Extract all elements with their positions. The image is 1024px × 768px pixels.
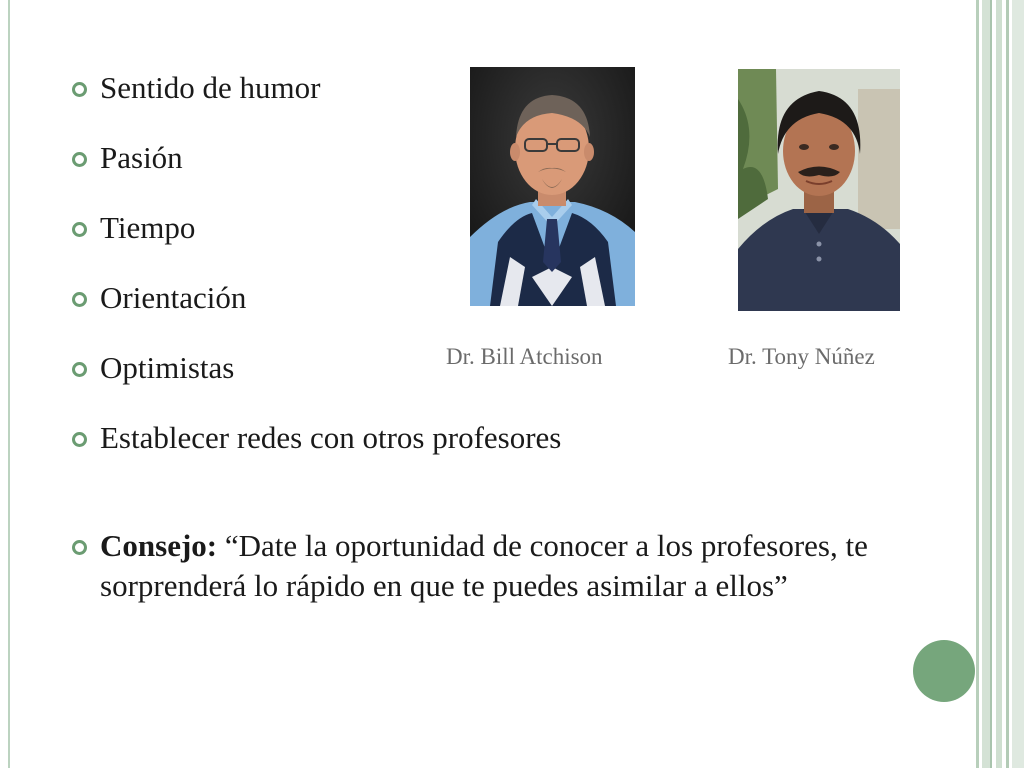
portrait-photo-bill bbox=[470, 67, 635, 306]
portrait-illustration bbox=[738, 69, 900, 311]
photo-caption-tony: Dr. Tony Núñez bbox=[728, 344, 875, 369]
left-border-line bbox=[8, 0, 10, 768]
circle-bullet-icon bbox=[72, 362, 87, 377]
stripe bbox=[1006, 0, 1009, 768]
stripe bbox=[976, 0, 979, 768]
circle-bullet-icon bbox=[72, 222, 87, 237]
advice-quote: “Date la oportunidad de conocer a los profesores, te sorprenderá lo rápido en que te puedes asimilar a ellos” bbox=[100, 528, 868, 603]
portrait-illustration bbox=[470, 67, 635, 306]
stripe bbox=[1012, 0, 1024, 768]
bullet-item bbox=[72, 208, 195, 248]
bullet-item bbox=[72, 418, 561, 458]
circle-bullet-icon bbox=[72, 82, 87, 97]
circle-bullet-icon bbox=[72, 540, 87, 555]
advice-label: Consejo: bbox=[100, 528, 218, 563]
bullet-text: Sentido de humor bbox=[100, 70, 321, 105]
bullet-item bbox=[72, 68, 320, 108]
bullet-item bbox=[72, 278, 246, 318]
circle-nav-icon[interactable] bbox=[913, 640, 975, 702]
stripe bbox=[982, 0, 990, 768]
decorative-stripes bbox=[976, 0, 1024, 768]
bullet-item bbox=[72, 348, 234, 388]
stripe bbox=[996, 0, 1002, 768]
advice-text bbox=[100, 526, 942, 606]
bullet-text: Optimistas bbox=[100, 350, 235, 385]
photo-caption-bill: Dr. Bill Atchison bbox=[446, 344, 603, 369]
bullet-text: Tiempo bbox=[100, 210, 196, 245]
circle-bullet-icon bbox=[72, 432, 87, 447]
circle-bullet-icon bbox=[72, 152, 87, 167]
bullet-text: Establecer redes con otros profesores bbox=[100, 420, 562, 455]
bullet-text: Pasión bbox=[100, 140, 183, 175]
stripe bbox=[990, 0, 992, 768]
circle-bullet-icon bbox=[72, 292, 87, 307]
bullet-item bbox=[72, 138, 183, 178]
bullet-text: Orientación bbox=[100, 280, 247, 315]
advice-item bbox=[72, 526, 942, 606]
portrait-photo-tony bbox=[738, 69, 900, 311]
